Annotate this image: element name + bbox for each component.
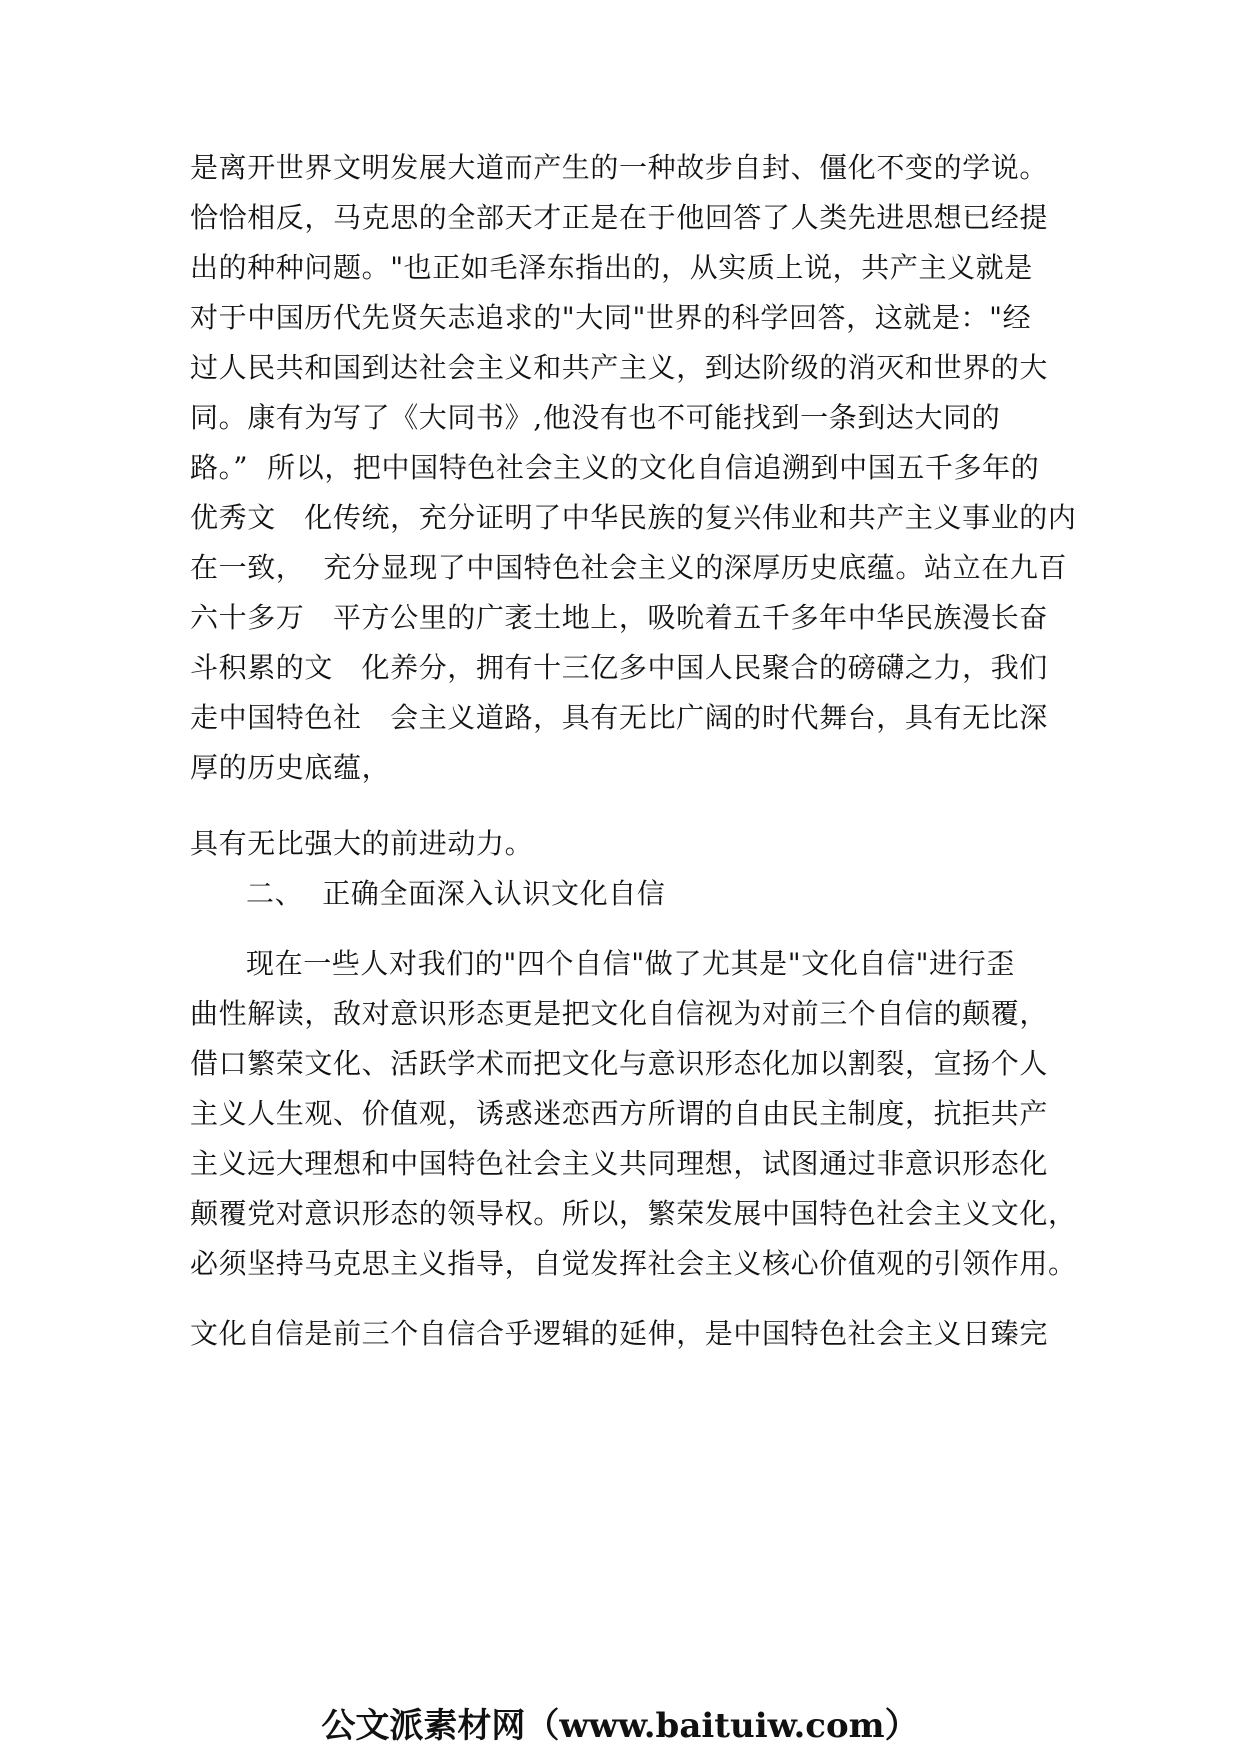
text-line: 对于中国历代先贤矢志追求的"大同"世界的科学回答，这就是："经 [190,301,1032,334]
paragraph-first-line: 现在一些人对我们的"四个自信"做了尤其是"文化自信"进行歪 [246,947,1015,980]
text-line: 具有无比强大的前进动力。 [190,827,534,860]
text-line: 恰恰相反，马克思的全部天才正是在于他回答了人类先进思想已经提 [190,201,1049,234]
text-line: 借口繁荣文化、活跃学术而把文化与意识形态化加以割裂，宣扬个人 [190,1047,1049,1080]
section-heading: 二、 正确全面深入认识文化自信 [246,877,666,910]
text-line: 必须坚持马克思主义指导，自觉发挥社会主义核心价值观的引领作用。 [190,1247,1077,1280]
text-line: 路。” 所以，把中国特色社会主义的文化自信追溯到中国五千多年的 [190,451,1040,484]
text-line: 颠覆党对意识形态的领导权。所以，繁荣发展中国特色社会主义文化， [190,1197,1077,1230]
text-line: 走中国特色社 会主义道路，具有无比广阔的时代舞台，具有无比深 [190,701,1048,734]
text-line: 厚的历史底蕴， [190,751,391,784]
text-line: 过人民共和国到达社会主义和共产主义，到达阶级的消灭和世界的大 [190,351,1049,384]
text-line: 是离开世界文明发展大道而产生的一种故步自封、僵化不变的学说。 [190,151,1049,184]
text-line: 曲性解读，敌对意识形态更是把文化自信视为对前三个自信的颠覆， [190,997,1049,1030]
text-line: 斗积累的文 化养分，拥有十三亿多中国人民聚合的磅礴之力，我们 [190,651,1048,684]
text-line: 文化自信是前三个自信合乎逻辑的延伸，是中国特色社会主义日臻完 [190,1317,1049,1350]
text-line: 六十多万 平方公里的广袤土地上，吸吮着五千多年中华民族漫长奋 [190,601,1048,634]
text-line: 主义远大理想和中国特色社会主义共同理想，试图通过非意识形态化 [190,1147,1049,1180]
text-line: 同。康有为写了《大同书》,他没有也不可能找到一条到达大同的 [190,401,1001,434]
text-line: 优秀文 化传统，充分证明了中华民族的复兴伟业和共产主义事业的内 [190,501,1077,534]
text-line: 出的种种问题。"也正如毛泽东指出的，从实质上说，共产主义就是 [190,251,1033,284]
text-line: 主义人生观、价值观，诱惑迷恋西方所谓的自由民主制度，抗拒共产 [190,1097,1049,1130]
footer-watermark: 公文派素材网（www.baituiw.com） [321,1706,919,1746]
text-line: 在一致， 充分显现了中国特色社会主义的深厚历史底蕴。站立在九百 [190,551,1068,584]
